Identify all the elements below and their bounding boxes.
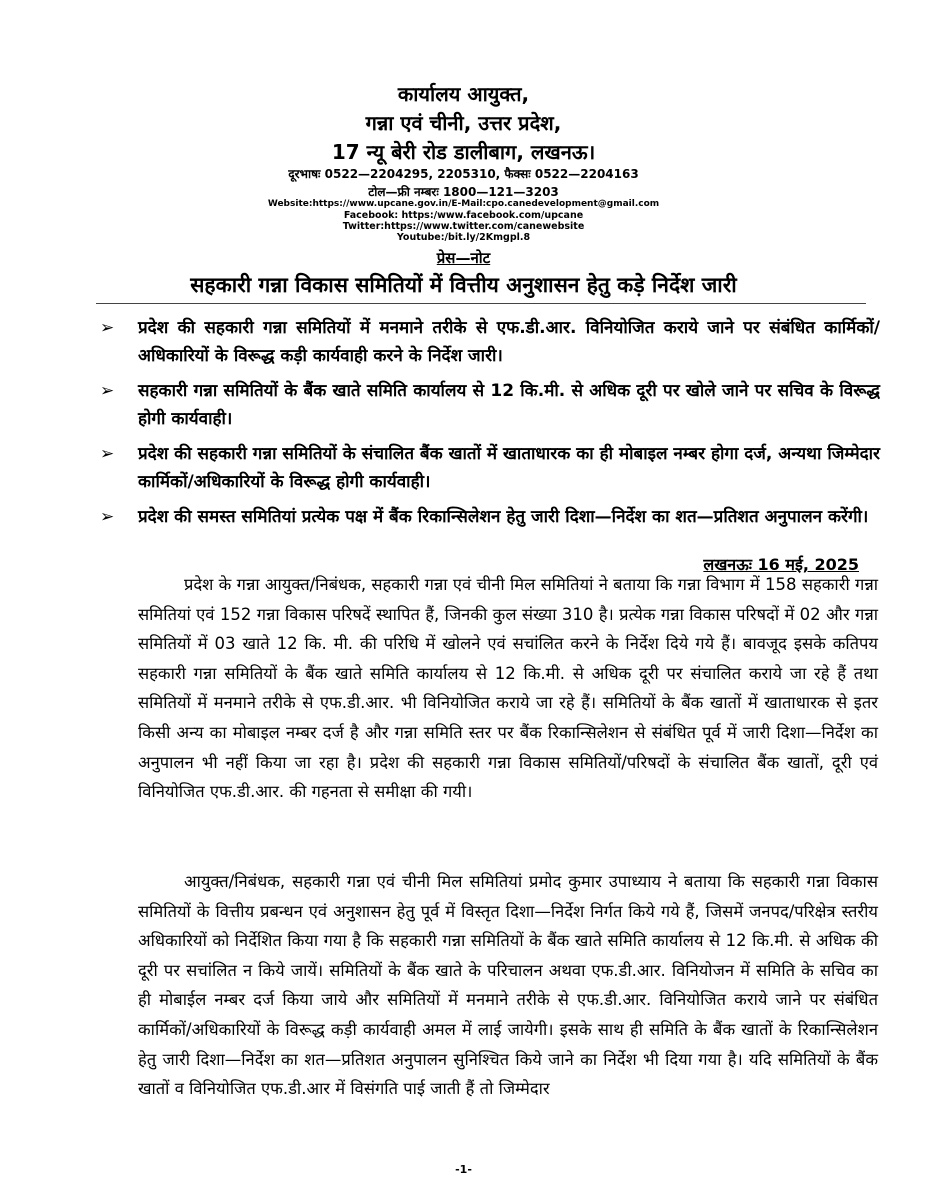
office-address: 17 न्यू बेरी रोड डालीबाग, लखनऊ। xyxy=(331,140,596,164)
key-point-text: प्रदेश की समस्त समितियां प्रत्येक पक्ष में बैंक रिकान्सिलेशन हेतु जारी दिशा—निर्देश का शत—प्रतिशत अनुपालन करेंगी। xyxy=(138,507,869,527)
headline: सहकारी गन्ना विकास समितियों में वित्तीय अनुशासन हेतु कड़े निर्देश जारी xyxy=(190,273,737,297)
arrowhead-bullet-icon: ➢ xyxy=(100,318,115,338)
key-point-text: सहकारी गन्ना समितियों के बैंक खाते समिति कार्यालय से 12 कि.मी. से अधिक दूरी पर खोले जाने पर सचिव के विरूद्ध होगी कार्यवाही। xyxy=(138,381,880,429)
phone-fax-line: दूरभाषः 0522—2204295, 2205310, फैक्सः 0522—2204163 xyxy=(288,167,639,181)
body-paragraph: प्रदेश के गन्ना आयुक्त/निबंधक, सहकारी गन्ना एवं चीनी मिल समितियां ने बताया कि गन्ना विभाग में 158 सहकारी गन्ना समितियां एवं 152 गन्ना विकास परिषदें स्थापित हैं, जिनकी कुल संख्या 310 है। प्रत्येक गन्ना विकास परिषदों में 02 और गन्ना समितियों में 03 खाते 12 कि. मी. की परिधि में खोलने एवं सचांलित करने के निर्देश दिये गये हैं। बावजूद इसके कतिपय सहकारी गन्ना समितियों के बैंक खाते समिति कार्यालय से 12 कि.मी. से अधिक दूरी पर संचालित कराये जा रहे हैं तथा समितियों में मनमाने तरीके से एफ.डी.आर. भी विनियोजित कराये जा रहे हैं। समितियों के बैंक खातों में खाताधारक से इतर किसी अन्य का मोबाइल नम्बर दर्ज है और गन्ना समिति स्तर पर बैंक रिकान्सिलेशन से संबंधित पूर्व में जारी दिशा—निर्देश का अनुपालन भी नहीं किया जा रहा है। प्रदेश की सहकारी गन्ना विकास समितियों/परिषदों के संचालित बैंक खातों, दूरी एवं विनियोजित एफ.डी.आर. की गहनता से समीक्षा की गयी। xyxy=(138,575,878,802)
youtube-line: Youtube:/bit.ly/2Kmgpl.8 xyxy=(396,232,531,243)
facebook-line: Facebook: https:/www.facebook.com/upcane xyxy=(343,210,584,221)
office-title: कार्यालय आयुक्त, xyxy=(397,82,530,106)
arrowhead-bullet-icon: ➢ xyxy=(100,507,115,527)
press-note-label xyxy=(0,248,927,268)
key-point xyxy=(100,377,880,433)
body-paragraph: आयुक्त/निबंधक, सहकारी गन्ना एवं चीनी मिल समितियां प्रमोद कुमार उपाध्याय ने बताया कि सहकारी गन्ना विकास समितियों के वित्तीय प्रबन्धन एवं अनुशासन हेतु पूर्व में विस्तृत दिशा—निर्देश निर्गत किये गये हैं, जिसमें जनपद/परिक्षेत्र स्तरीय अधिकारियों को निर्देशित किया गया है कि सहकारी गन्ना समितियों के बैंक खाते समिति कार्यालय से 12 कि.मी. से अधिक की दूरी पर सचांलित न किये जायें। समितियों के बैंक खाते के परिचालन अथवा एफ.डी.आर. विनियोजन में समिति के सचिव का ही मोबाईल नम्बर दर्ज किया जाये और समितियों में मनमाने तरीके से एफ.डी.आर. विनियोजित कराये जाने पर संबंधित कार्मिकों/अधिकारियों के विरूद्ध कड़ी कार्यवाही अमल में लाई जायेगी। इसके साथ ही समिति के बैंक खातों के रिकान्सिलेशन हेतु जारी दिशा—निर्देश का शत—प्रतिशत अनुपालन सुनिश्चित किये जाने का निर्देश भी दिया गया है। यदि समितियों के बैंक खातों व विनियोजित एफ.डी.आर में विसंगति पाई जाती हैं तो जिम्मेदार xyxy=(138,872,878,1099)
key-points-list xyxy=(100,314,880,538)
key-point-text: प्रदेश की सहकारी गन्ना समितियों में मनमाने तरीके से एफ.डी.आर. विनियोजित कराये जाने पर संबंधित कार्मिकों/अधिकारियों के विरूद्ध कड़ी कार्यवाही करने के निर्देश जारी। xyxy=(138,318,880,366)
key-point xyxy=(100,314,880,370)
twitter-line: Twitter:https://www.twitter.com/canewebsite xyxy=(342,221,585,232)
website-email-line: Website:https://www.upcane.gov.in/E-Mail:cpo.canedevelopment@gmail.com xyxy=(267,199,660,209)
press-note-text: प्रेस—नोट xyxy=(436,249,491,267)
key-point xyxy=(100,503,880,531)
headline-divider xyxy=(96,303,866,304)
arrowhead-bullet-icon: ➢ xyxy=(100,381,115,401)
department-name: गन्ना एवं चीनी, उत्तर प्रदेश, xyxy=(365,111,562,135)
arrowhead-bullet-icon: ➢ xyxy=(100,444,115,464)
key-point-text: प्रदेश की सहकारी गन्ना समितियों के संचालित बैंक खातों में खाताधारक का ही मोबाइल नम्बर होगा दर्ज, अन्यथा जिम्मेदार कार्मिकों/अधिकारियों के विरूद्ध होगी कार्यवाही। xyxy=(138,444,880,492)
key-point xyxy=(100,440,880,496)
page-number: -1- xyxy=(455,1163,472,1176)
toll-free-line: टोल—फ्री नम्बरः 1800—121—3203 xyxy=(368,185,559,199)
dateline-text: लखनऊः 16 मई, 2025 xyxy=(703,555,859,574)
